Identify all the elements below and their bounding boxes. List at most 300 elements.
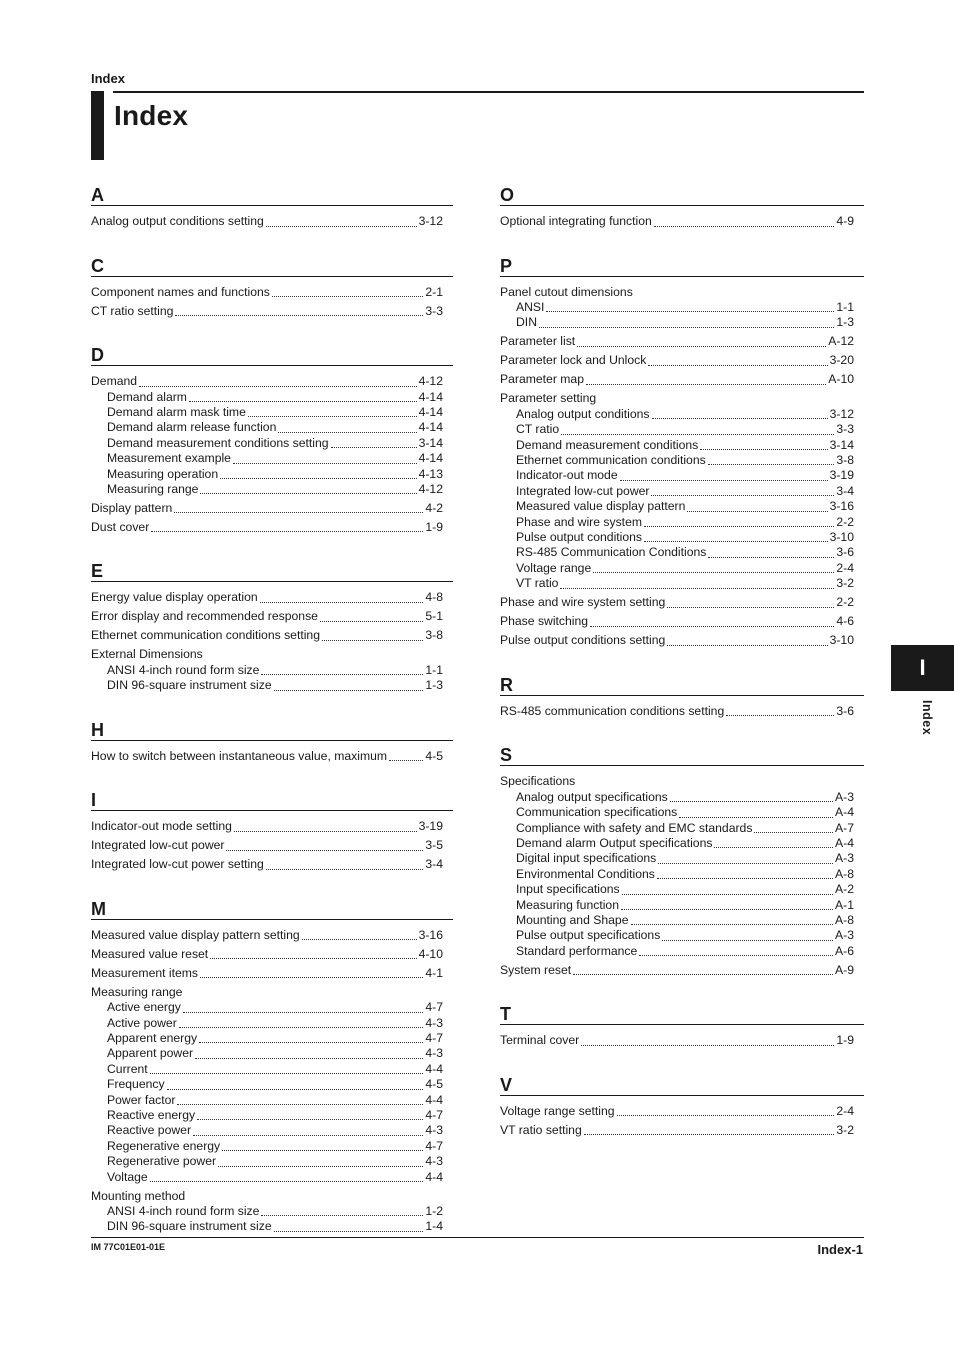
- entry-label: Terminal cover: [500, 1033, 580, 1048]
- index-subentry[interactable]: [500, 453, 854, 468]
- entry-page: A-7: [835, 820, 854, 835]
- section-letter: O: [500, 185, 864, 206]
- index-section: [91, 185, 453, 230]
- entry-label: Demand measurement conditions: [516, 437, 699, 452]
- index-tab-label: Index: [920, 700, 934, 736]
- entry-label: DIN 96-square instrument size: [107, 1219, 272, 1234]
- dot-leader: [331, 447, 417, 448]
- section-letter: P: [500, 256, 864, 277]
- dot-leader: [654, 226, 835, 227]
- entry-label: Voltage range: [516, 560, 592, 575]
- dot-leader: [687, 511, 827, 512]
- entry-page: 4-5: [425, 1077, 443, 1092]
- dot-leader: [631, 924, 834, 925]
- entry-page: 4-9: [836, 214, 854, 228]
- entry-page: 4-3: [425, 1046, 443, 1061]
- entry-label: Integrated low-cut power: [91, 838, 225, 853]
- entry-page: 3-14: [418, 435, 443, 450]
- index-entry[interactable]: [500, 214, 854, 230]
- index-subentry[interactable]: [500, 561, 854, 576]
- entry-label: Demand alarm: [107, 389, 187, 404]
- index-subentry[interactable]: [500, 898, 854, 913]
- entry-page: 4-14: [418, 404, 443, 419]
- dot-leader: [200, 493, 416, 494]
- entry-label: Phase switching: [500, 614, 589, 629]
- entry-label: DIN: [516, 315, 537, 330]
- entry-page: 4-1: [425, 965, 443, 980]
- entry-page: 1-4: [425, 1219, 443, 1234]
- index-subentry[interactable]: [91, 1062, 443, 1077]
- dot-leader: [261, 674, 423, 675]
- entry-page: A-3: [835, 851, 854, 866]
- entry-page: 4-7: [425, 1030, 443, 1045]
- entry-page: 1-2: [425, 1204, 443, 1219]
- entry-label: Measurement example: [107, 451, 231, 466]
- index-subentry[interactable]: [91, 405, 443, 420]
- dot-leader: [546, 311, 834, 312]
- entry-label: Energy value display operation: [91, 590, 258, 605]
- entry-label: Demand alarm Output specifications: [516, 835, 713, 850]
- entry-label: RS-485 communication conditions setting: [500, 703, 725, 718]
- index-subentry[interactable]: [91, 1077, 443, 1092]
- dot-leader: [662, 940, 833, 941]
- index-subentry[interactable]: [91, 482, 443, 497]
- title-rule: [113, 91, 864, 93]
- dot-leader: [560, 588, 834, 589]
- entry-label: Pulse output conditions: [516, 530, 643, 545]
- entry-label: Demand: [91, 374, 138, 388]
- entry-label: Digital input specifications: [516, 851, 657, 866]
- section-letter: D: [91, 345, 453, 366]
- index-subentry[interactable]: [500, 407, 854, 422]
- entry-page: 4-7: [425, 1138, 443, 1153]
- entry-page: 4-7: [425, 1000, 443, 1015]
- index-subentry[interactable]: [91, 1031, 443, 1046]
- index-entry[interactable]: [91, 304, 443, 320]
- index-section: [91, 561, 453, 693]
- dot-leader: [621, 909, 833, 910]
- index-subentry[interactable]: [91, 467, 443, 482]
- index-subentry[interactable]: [91, 451, 443, 466]
- entry-label: Component names and functions: [91, 284, 270, 299]
- index-entry[interactable]: [91, 819, 443, 835]
- index-entry[interactable]: [500, 372, 854, 388]
- dot-leader: [274, 690, 424, 691]
- section-letter: E: [91, 561, 453, 582]
- entry-page: A-9: [835, 962, 854, 977]
- dot-leader: [193, 1135, 423, 1136]
- entry-label: DIN 96-square instrument size: [107, 678, 272, 693]
- dot-leader: [639, 955, 833, 956]
- dot-leader: [175, 315, 423, 316]
- entry-label: Integrated low-cut power: [516, 483, 650, 498]
- entry-page: 4-8: [425, 590, 443, 605]
- entry-label: Indicator-out mode: [516, 468, 618, 483]
- index-entry[interactable]: [91, 947, 443, 963]
- dot-leader: [754, 832, 833, 833]
- index-subentry[interactable]: [500, 545, 854, 560]
- index-subentry[interactable]: [500, 944, 854, 959]
- index-subentry[interactable]: [91, 1046, 443, 1061]
- index-section: [91, 790, 453, 873]
- dot-leader: [260, 602, 424, 603]
- dot-leader: [197, 1119, 423, 1120]
- dot-leader: [272, 296, 424, 297]
- entry-page: 4-13: [418, 466, 443, 481]
- entry-page: 4-14: [418, 389, 443, 404]
- dot-leader: [234, 831, 417, 832]
- dot-leader: [218, 1166, 423, 1167]
- index-entry: Specifications: [500, 774, 576, 789]
- entry-page: 4-3: [425, 1015, 443, 1030]
- index-entry[interactable]: [500, 963, 854, 979]
- entry-label: Power factor: [107, 1092, 176, 1107]
- index-subentry[interactable]: [91, 1204, 443, 1219]
- entry-label: Integrated low-cut power setting: [91, 857, 264, 872]
- entry-label: Measured value display pattern setting: [91, 927, 300, 942]
- entry-page: 1-3: [425, 678, 443, 693]
- dot-leader: [539, 327, 834, 328]
- entry-page: 1-1: [425, 662, 443, 677]
- index-subentry[interactable]: [91, 420, 443, 435]
- entry-page: 3-14: [829, 437, 854, 452]
- dot-leader: [714, 847, 833, 848]
- index-entry[interactable]: [500, 1033, 854, 1049]
- entry-label: Parameter map: [500, 372, 584, 387]
- entry-page: 4-14: [418, 451, 443, 466]
- entry-page: 3-3: [425, 303, 443, 318]
- index-entry[interactable]: [91, 214, 443, 230]
- dot-leader: [139, 386, 417, 387]
- dot-leader: [199, 1042, 423, 1043]
- entry-page: 3-5: [425, 838, 443, 853]
- dot-leader: [644, 526, 834, 527]
- index-subentry[interactable]: [500, 530, 854, 545]
- entry-label: Measurement items: [91, 965, 199, 980]
- entry-page: 1-9: [836, 1033, 854, 1048]
- dot-leader: [278, 432, 416, 433]
- index-entry: Parameter setting: [500, 391, 597, 406]
- entry-page: 3-20: [829, 353, 854, 368]
- index-section: [91, 256, 453, 320]
- dot-leader: [266, 226, 417, 227]
- dot-leader: [174, 512, 423, 513]
- entry-label: Parameter list: [500, 334, 576, 349]
- index-subentry[interactable]: [91, 1219, 443, 1234]
- index-entry[interactable]: [91, 928, 443, 944]
- index-subentry[interactable]: [500, 851, 854, 866]
- entry-label: CT ratio setting: [91, 303, 174, 318]
- entry-page: 4-3: [425, 1123, 443, 1138]
- index-subentry[interactable]: [91, 1170, 443, 1185]
- index-subentry[interactable]: [500, 867, 854, 882]
- index-subentry[interactable]: [500, 515, 854, 530]
- entry-page: A-3: [835, 789, 854, 804]
- dot-leader: [644, 541, 828, 542]
- entry-label: Current: [107, 1061, 148, 1076]
- entry-label: Active power: [107, 1015, 177, 1030]
- entry-label: Measuring operation: [107, 466, 219, 481]
- dot-leader: [590, 626, 834, 627]
- index-subentry[interactable]: [91, 1123, 443, 1138]
- dot-leader: [389, 760, 423, 761]
- index-entry[interactable]: [91, 838, 443, 854]
- dot-leader: [167, 1089, 424, 1090]
- entry-page: 4-3: [425, 1154, 443, 1169]
- entry-label: Phase and wire system setting: [500, 595, 666, 610]
- index-subentry[interactable]: [91, 678, 443, 693]
- entry-label: RS-485 Communication Conditions: [516, 545, 707, 560]
- index-subentry[interactable]: [500, 468, 854, 483]
- entry-page: 3-2: [836, 1122, 854, 1137]
- index-subentry[interactable]: [500, 315, 854, 330]
- index-entry[interactable]: [500, 704, 854, 720]
- entry-page: 3-4: [425, 857, 443, 872]
- entry-label: Measured value display pattern: [516, 499, 686, 514]
- entry-label: Analog output specifications: [516, 789, 668, 804]
- entry-page: 4-6: [836, 614, 854, 629]
- dot-leader: [200, 977, 423, 978]
- entry-label: Frequency: [107, 1077, 165, 1092]
- index-entry[interactable]: [500, 1123, 854, 1139]
- index-section: [500, 675, 864, 720]
- dot-leader: [222, 1150, 423, 1151]
- entry-label: CT ratio: [516, 422, 560, 437]
- dot-leader: [183, 1012, 424, 1013]
- entry-label: Active energy: [107, 1000, 181, 1015]
- entry-page: 3-16: [829, 499, 854, 514]
- entry-label: Parameter lock and Unlock: [500, 353, 647, 368]
- dot-leader: [577, 346, 826, 347]
- entry-page: 4-12: [418, 374, 443, 388]
- entry-page: 4-7: [425, 1108, 443, 1122]
- index-subentry[interactable]: [500, 422, 854, 437]
- entry-label: VT ratio setting: [500, 1122, 582, 1137]
- entry-label: Apparent power: [107, 1046, 194, 1061]
- entry-page: 1-1: [836, 300, 854, 314]
- index-section: [91, 345, 453, 535]
- entry-label: ANSI: [516, 300, 545, 314]
- footer-rule: [91, 1237, 864, 1238]
- dot-leader: [177, 1104, 423, 1105]
- index-entry[interactable]: [91, 501, 443, 517]
- entry-label: Demand alarm mask time: [107, 404, 246, 419]
- entry-page: 3-8: [425, 628, 443, 643]
- entry-label: Reactive energy: [107, 1108, 196, 1122]
- entry-label: Regenerative energy: [107, 1138, 221, 1153]
- entry-page: 4-4: [425, 1061, 443, 1076]
- dot-leader: [648, 365, 827, 366]
- index-entry[interactable]: [500, 1104, 854, 1120]
- index-section: [500, 256, 864, 649]
- index-entry[interactable]: [91, 590, 443, 606]
- index-subentry[interactable]: [500, 576, 854, 591]
- index-entry: External Dimensions: [91, 647, 203, 662]
- entry-page: A-4: [835, 805, 854, 820]
- entry-page: 3-2: [836, 576, 854, 591]
- section-letter: V: [500, 1075, 864, 1096]
- index-subentry[interactable]: [91, 663, 443, 678]
- index-section: [500, 185, 864, 230]
- entry-page: 3-19: [418, 819, 443, 834]
- index-subentry[interactable]: [91, 436, 443, 451]
- entry-page: 1-3: [836, 315, 854, 330]
- index-entry[interactable]: [91, 609, 443, 625]
- index-column-right: [500, 185, 864, 1164]
- entry-page: 3-10: [829, 633, 854, 648]
- index-subentry[interactable]: [91, 1108, 443, 1123]
- dot-leader: [322, 640, 423, 641]
- entry-page: 3-12: [829, 406, 854, 421]
- index-entry[interactable]: [91, 374, 443, 390]
- dot-leader: [220, 478, 416, 479]
- index-entry[interactable]: [500, 633, 854, 649]
- entry-label: Environmental Conditions: [516, 866, 655, 881]
- index-subentry[interactable]: [500, 928, 854, 943]
- entry-label: Optional integrating function: [500, 214, 652, 228]
- index-entry[interactable]: [91, 857, 443, 873]
- dot-leader: [667, 645, 827, 646]
- index-subentry[interactable]: [500, 790, 854, 805]
- entry-page: 3-6: [836, 545, 854, 560]
- dot-leader: [233, 463, 417, 464]
- index-subentry[interactable]: [500, 300, 854, 315]
- entry-label: Demand measurement conditions setting: [107, 435, 329, 450]
- entry-page: A-3: [835, 928, 854, 943]
- entry-page: A-8: [835, 866, 854, 881]
- entry-page: 3-12: [418, 214, 443, 228]
- entry-label: Regenerative power: [107, 1154, 217, 1169]
- entry-label: Reactive power: [107, 1123, 191, 1138]
- entry-label: Apparent energy: [107, 1030, 198, 1045]
- section-letter: A: [91, 185, 453, 206]
- section-letter: H: [91, 720, 453, 741]
- index-subentry[interactable]: [91, 1139, 443, 1154]
- dot-leader: [581, 1045, 834, 1046]
- entry-label: ANSI 4-inch round form size: [107, 662, 260, 677]
- section-letter: I: [91, 790, 453, 811]
- entry-page: A-1: [835, 897, 854, 912]
- entry-page: 4-14: [418, 420, 443, 435]
- dot-leader: [617, 1115, 835, 1116]
- index-section: [91, 720, 453, 765]
- index-subentry[interactable]: [500, 499, 854, 514]
- index-entry[interactable]: [91, 966, 443, 982]
- entry-page: A-10: [828, 372, 854, 387]
- entry-page: 2-4: [836, 560, 854, 575]
- dot-leader: [622, 894, 833, 895]
- dot-leader: [679, 817, 833, 818]
- dot-leader: [658, 863, 833, 864]
- entry-label: Standard performance: [516, 943, 638, 958]
- index-entry[interactable]: [500, 595, 854, 611]
- entry-page: 3-8: [836, 453, 854, 468]
- entry-label: Measured value reset: [91, 946, 209, 961]
- dot-leader: [248, 416, 417, 417]
- entry-label: Compliance with safety and EMC standards: [516, 820, 753, 835]
- document-id: IM 77C01E01-01E: [91, 1242, 166, 1252]
- index-subentry[interactable]: [91, 1154, 443, 1169]
- index-subentry[interactable]: [91, 1000, 443, 1015]
- entry-page: 4-12: [418, 481, 443, 496]
- entry-label: Communication specifications: [516, 805, 678, 820]
- index-subentry[interactable]: [500, 438, 854, 453]
- entry-page: 4-4: [425, 1169, 443, 1184]
- index-entry[interactable]: [91, 628, 443, 644]
- index-section: [91, 899, 453, 1235]
- index-subentry[interactable]: [500, 882, 854, 897]
- entry-label: Indicator-out mode setting: [91, 819, 232, 834]
- entry-page: 2-2: [836, 595, 854, 610]
- entry-page: 3-3: [836, 422, 854, 437]
- entry-label: Phase and wire system: [516, 514, 642, 529]
- index-entry[interactable]: [500, 334, 854, 350]
- dot-leader: [266, 869, 424, 870]
- index-subentry[interactable]: [91, 1016, 443, 1031]
- dot-leader: [584, 1134, 835, 1135]
- index-subentry[interactable]: [91, 1093, 443, 1108]
- index-subentry[interactable]: [500, 805, 854, 820]
- section-letter: C: [91, 256, 453, 277]
- running-head: Index: [91, 71, 125, 86]
- entry-page: 3-10: [829, 530, 854, 545]
- entry-page: 3-6: [836, 703, 854, 718]
- index-section: [500, 1004, 864, 1049]
- index-entry[interactable]: [91, 520, 443, 536]
- dot-leader: [210, 958, 416, 959]
- dot-leader: [320, 621, 423, 622]
- entry-page: 4-10: [418, 946, 443, 961]
- index-subentry[interactable]: [91, 390, 443, 405]
- entry-page: 2-2: [836, 514, 854, 529]
- dot-leader: [561, 434, 834, 435]
- dot-leader: [700, 449, 827, 450]
- entry-label: Ethernet communication conditions: [516, 453, 706, 468]
- entry-label: How to switch between instantaneous value, maximum: [91, 748, 388, 763]
- index-section: [500, 1075, 864, 1139]
- index-entry[interactable]: [91, 749, 443, 765]
- entry-label: System reset: [500, 962, 572, 977]
- entry-label: Voltage range setting: [500, 1103, 615, 1118]
- index-subentry[interactable]: [500, 836, 854, 851]
- index-entry[interactable]: [500, 614, 854, 630]
- entry-page: 4-5: [425, 748, 443, 763]
- index-tab[interactable]: I: [891, 645, 954, 691]
- dot-leader: [586, 384, 826, 385]
- dot-leader: [657, 878, 833, 879]
- dot-leader: [189, 401, 417, 402]
- entry-label: Dust cover: [91, 519, 150, 534]
- index-subentry[interactable]: [500, 913, 854, 928]
- index-subentry[interactable]: [500, 821, 854, 836]
- dot-leader: [708, 464, 835, 465]
- dot-leader: [670, 801, 833, 802]
- entry-label: Measuring function: [516, 897, 619, 912]
- entry-label: Ethernet communication conditions setting: [91, 628, 320, 643]
- index-entry[interactable]: [91, 285, 443, 301]
- index-subentry[interactable]: [500, 484, 854, 499]
- entry-page: 2-4: [836, 1103, 854, 1118]
- index-entry[interactable]: [500, 353, 854, 369]
- dot-leader: [179, 1027, 424, 1028]
- index-entry: Measuring range: [91, 984, 183, 999]
- page-title: Index: [114, 100, 189, 131]
- entry-label: Voltage: [107, 1169, 148, 1184]
- dot-leader: [302, 939, 417, 940]
- entry-label: Pulse output specifications: [516, 928, 661, 943]
- dot-leader: [573, 974, 833, 975]
- title-bar: [91, 91, 104, 160]
